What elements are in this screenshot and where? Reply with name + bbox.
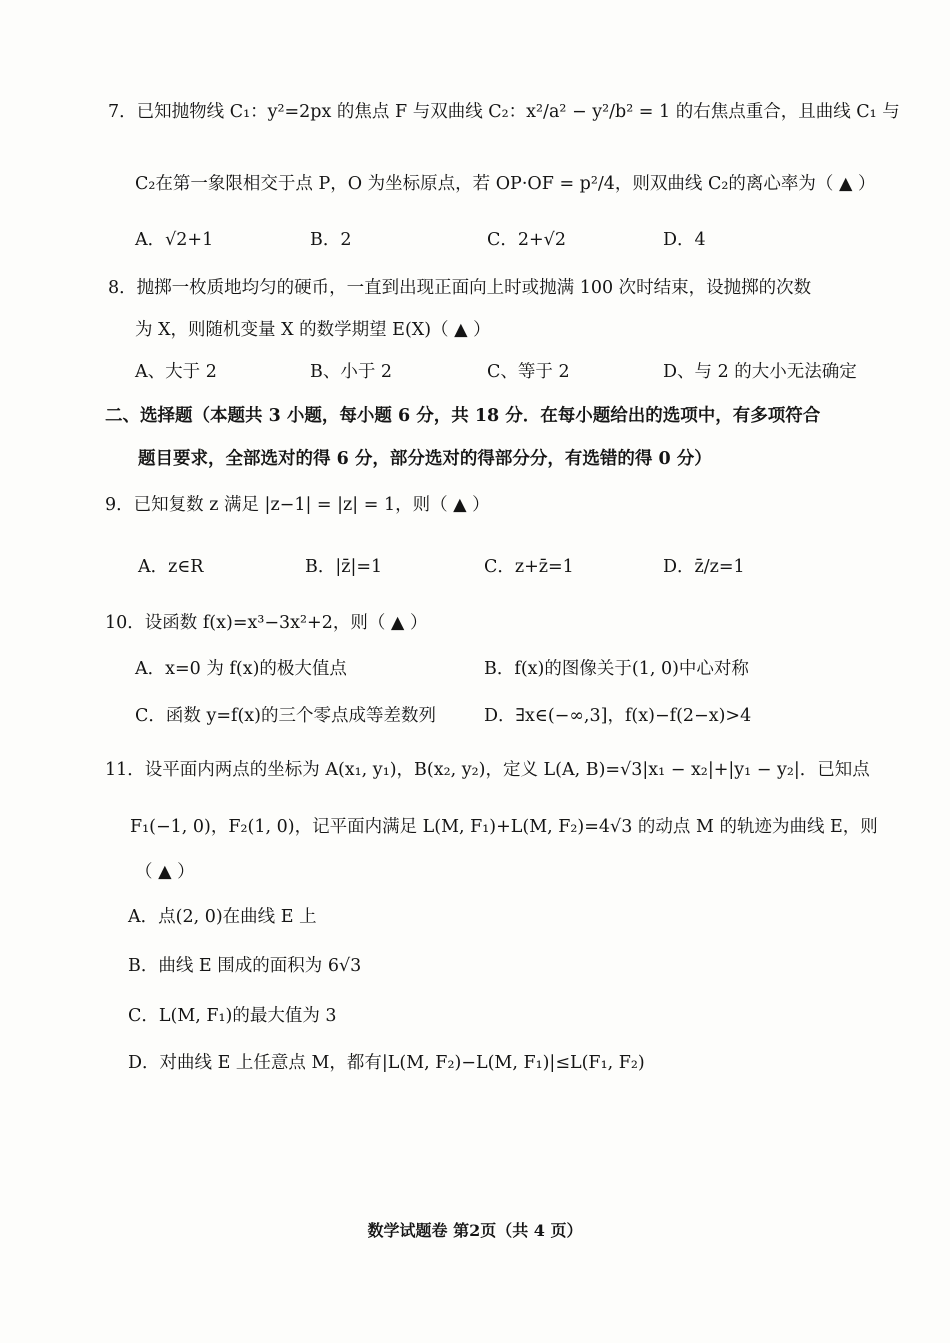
q7-line1-text: 7．已知抛物线 C₁：y²=2px 的焦点 F 与双曲线 C₂：x²/a² − y²/b² = 1 的右焦点重合，且曲线 C₁ 与 (108, 102, 900, 122)
q9-option-b: B．|z̄|=1 (305, 557, 383, 577)
q7-option-d: D．4 (663, 230, 706, 250)
q7-line2-text: C₂在第一象限相交于点 P，O 为坐标原点，若 OP·OF = p²/4，则双曲线 C₂的离心率为（ ▲ ） (135, 174, 876, 194)
q9-option-c: C．z+z̄=1 (484, 557, 574, 577)
section2-line2: 题目要求，全部选对的得 6 分，部分选对的得部分分，有选错的得 0 分） (138, 449, 712, 469)
page-footer: 数学试题卷 第2页（共 4 页） (367, 1221, 583, 1240)
q8-option-a: A、大于 2 (135, 362, 217, 382)
q7-option-c: C．2+√2 (487, 230, 566, 250)
q8-option-c: C、等于 2 (487, 362, 570, 382)
q11-option-d: D．对曲线 E 上任意点 M，都有|L(M, F₂)−L(M, F₁)|≤L(F₁, F₂) (128, 1053, 645, 1073)
q11-line3: （ ▲ ） (135, 862, 195, 882)
q8-option-d: D、与 2 的大小无法确定 (663, 362, 857, 382)
q10-option-c: C．函数 y=f(x)的三个零点成等差数列 (135, 706, 437, 726)
q8-line1: 8．抛掷一枚质地均匀的硬币，一直到出现正面向上时或抛满 100 次时结束，设抛掷的次数 (108, 278, 812, 298)
q11-option-a: A．点(2, 0)在曲线 E 上 (128, 907, 317, 927)
q11-option-c: C．L(M, F₁)的最大值为 3 (128, 1006, 337, 1026)
q9-option-d: D．z̄/z=1 (663, 557, 745, 577)
q11-option-b: B．曲线 E 围成的面积为 6√3 (128, 956, 362, 976)
q10-option-a: A．x=0 为 f(x)的极大值点 (135, 659, 347, 679)
q8-line2: 为 X，则随机变量 X 的数学期望 E(X)（ ▲ ） (135, 320, 491, 340)
q7-line1 (108, 100, 900, 124)
q11-line1: 11．设平面内两点的坐标为 A(x₁, y₁)，B(x₂, y₂)，定义 L(A, B)=√3|x₁ − x₂|+|y₁ − y₂|．已知点 (105, 760, 870, 780)
q8-option-b: B、小于 2 (310, 362, 393, 382)
q7-option-a: A．√2+1 (135, 230, 214, 250)
q10-option-b: B．f(x)的图像关于(1, 0)中心对称 (484, 659, 749, 679)
q11-line2: F₁(−1, 0)，F₂(1, 0)，记平面内满足 L(M, F₁)+L(M, F₂)=4√3 的动点 M 的轨迹为曲线 E，则 (130, 817, 878, 837)
q9-stem: 9．已知复数 z 满足 |z−1| = |z| = 1，则（ ▲ ） (105, 495, 490, 515)
q10-option-d: D．∃x∈(−∞,3]，f(x)−f(2−x)>4 (484, 706, 752, 726)
q7-option-b: B．2 (310, 230, 352, 250)
section2-line1: 二、选择题（本题共 3 小题，每小题 6 分，共 18 分．在每小题给出的选项中，有多项符合 (105, 406, 821, 426)
q10-stem: 10．设函数 f(x)=x³−3x²+2，则（ ▲ ） (105, 613, 428, 633)
q9-option-a: A．z∈R (138, 557, 204, 577)
q7-line2 (135, 172, 875, 196)
